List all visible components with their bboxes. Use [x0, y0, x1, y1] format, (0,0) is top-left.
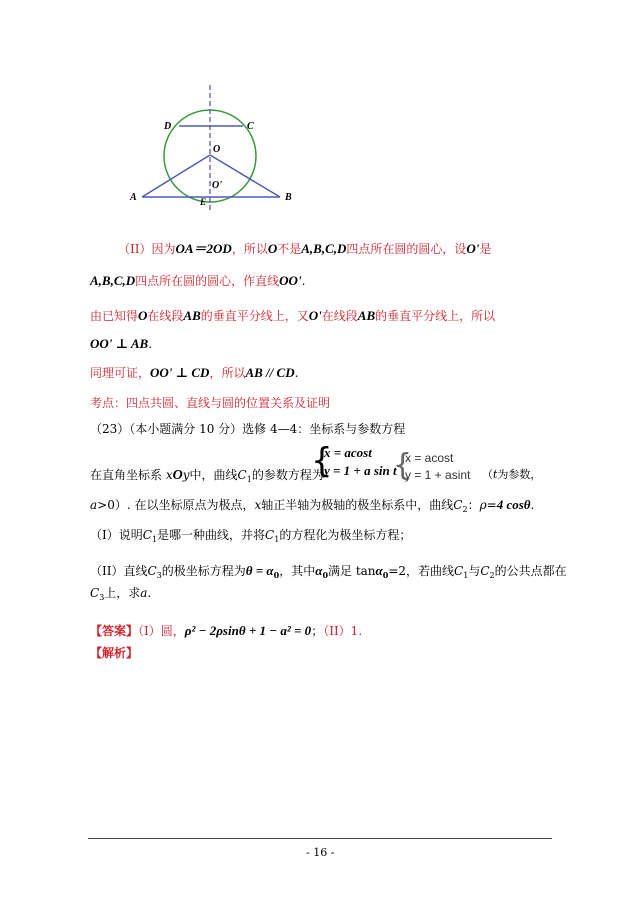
proof-line-3: 由已知得O在线段AB的垂直平分线上，又O'在线段AB的垂直平分线上，所以 [90, 308, 496, 323]
proof-line-5: 同理可证，OO' ⊥ CD，所以AB // CD. [90, 365, 299, 380]
proof-line-1: （II）因为OA＝2OD，所以O不是A,B,C,D四点所在圆的圆心，设O'是 [118, 241, 492, 256]
answer-line: 【答案】（I）圆，ρ² − 2ρsinθ + 1 − a² = 0；（II）1. [90, 623, 363, 638]
label-o-prime: O' [212, 180, 222, 191]
param-eq2-top: x = acost [405, 451, 454, 465]
label-c: C [247, 121, 254, 132]
proof-line-4: OO' ⊥ AB. [90, 336, 153, 351]
analysis-tag: 【解析】 [90, 646, 139, 660]
segment-ao [142, 155, 210, 197]
page-number: - 16 - [306, 846, 335, 859]
label-d: D [164, 121, 172, 132]
param-brace-2: { [393, 448, 413, 483]
q23-part-2-cont: $C_3$上，求a. [90, 586, 152, 602]
geometry-figure [120, 80, 310, 215]
q23-line-2: a>0）. 在以坐标原点为极点，x轴正半轴为极轴的极坐标系中，曲线$C_2$：ρ=4 cosθ. [90, 497, 535, 514]
q23-part-1: （I）说明$C_1$是哪一种曲线，并将$C_1$的方程化为极坐标方程； [90, 528, 412, 544]
circle [164, 110, 256, 202]
label-o: O [213, 144, 221, 155]
label-e: E [200, 197, 207, 207]
param-eq-bottom: y = 1 + a sin t [324, 463, 397, 478]
proof-line-2: A,B,C,D四点所在圆的圆心，作直线OO'. [90, 273, 306, 288]
param-eq-top: x = acost [324, 445, 372, 460]
param-eq2-bottom: y = 1 + asint [405, 468, 471, 482]
q23-header: （23）（本小题满分 10 分）选修 4—4：坐标系与参数方程 [90, 422, 406, 436]
footer-line [88, 838, 552, 839]
q23-part-2: （II）直线$C_3$的极坐标方程为$\theta = \alpha_0$，其中$\alpha_0$满足 tanα$_0$=2，若曲线$C_1$与$C_2$的公共点都在 [90, 563, 567, 580]
param-brace-1: { [311, 441, 333, 481]
kaodian-note: 考点：四点共圆、直线与圆的位置关系及证明 [90, 396, 331, 410]
label-b: B [285, 192, 292, 203]
q23-line-1: 在直角坐标系 xOy中，曲线$C_1$的参数方程为 [90, 468, 324, 484]
q23-param-note: （t为参数， [482, 468, 542, 481]
label-a: A [130, 192, 137, 203]
